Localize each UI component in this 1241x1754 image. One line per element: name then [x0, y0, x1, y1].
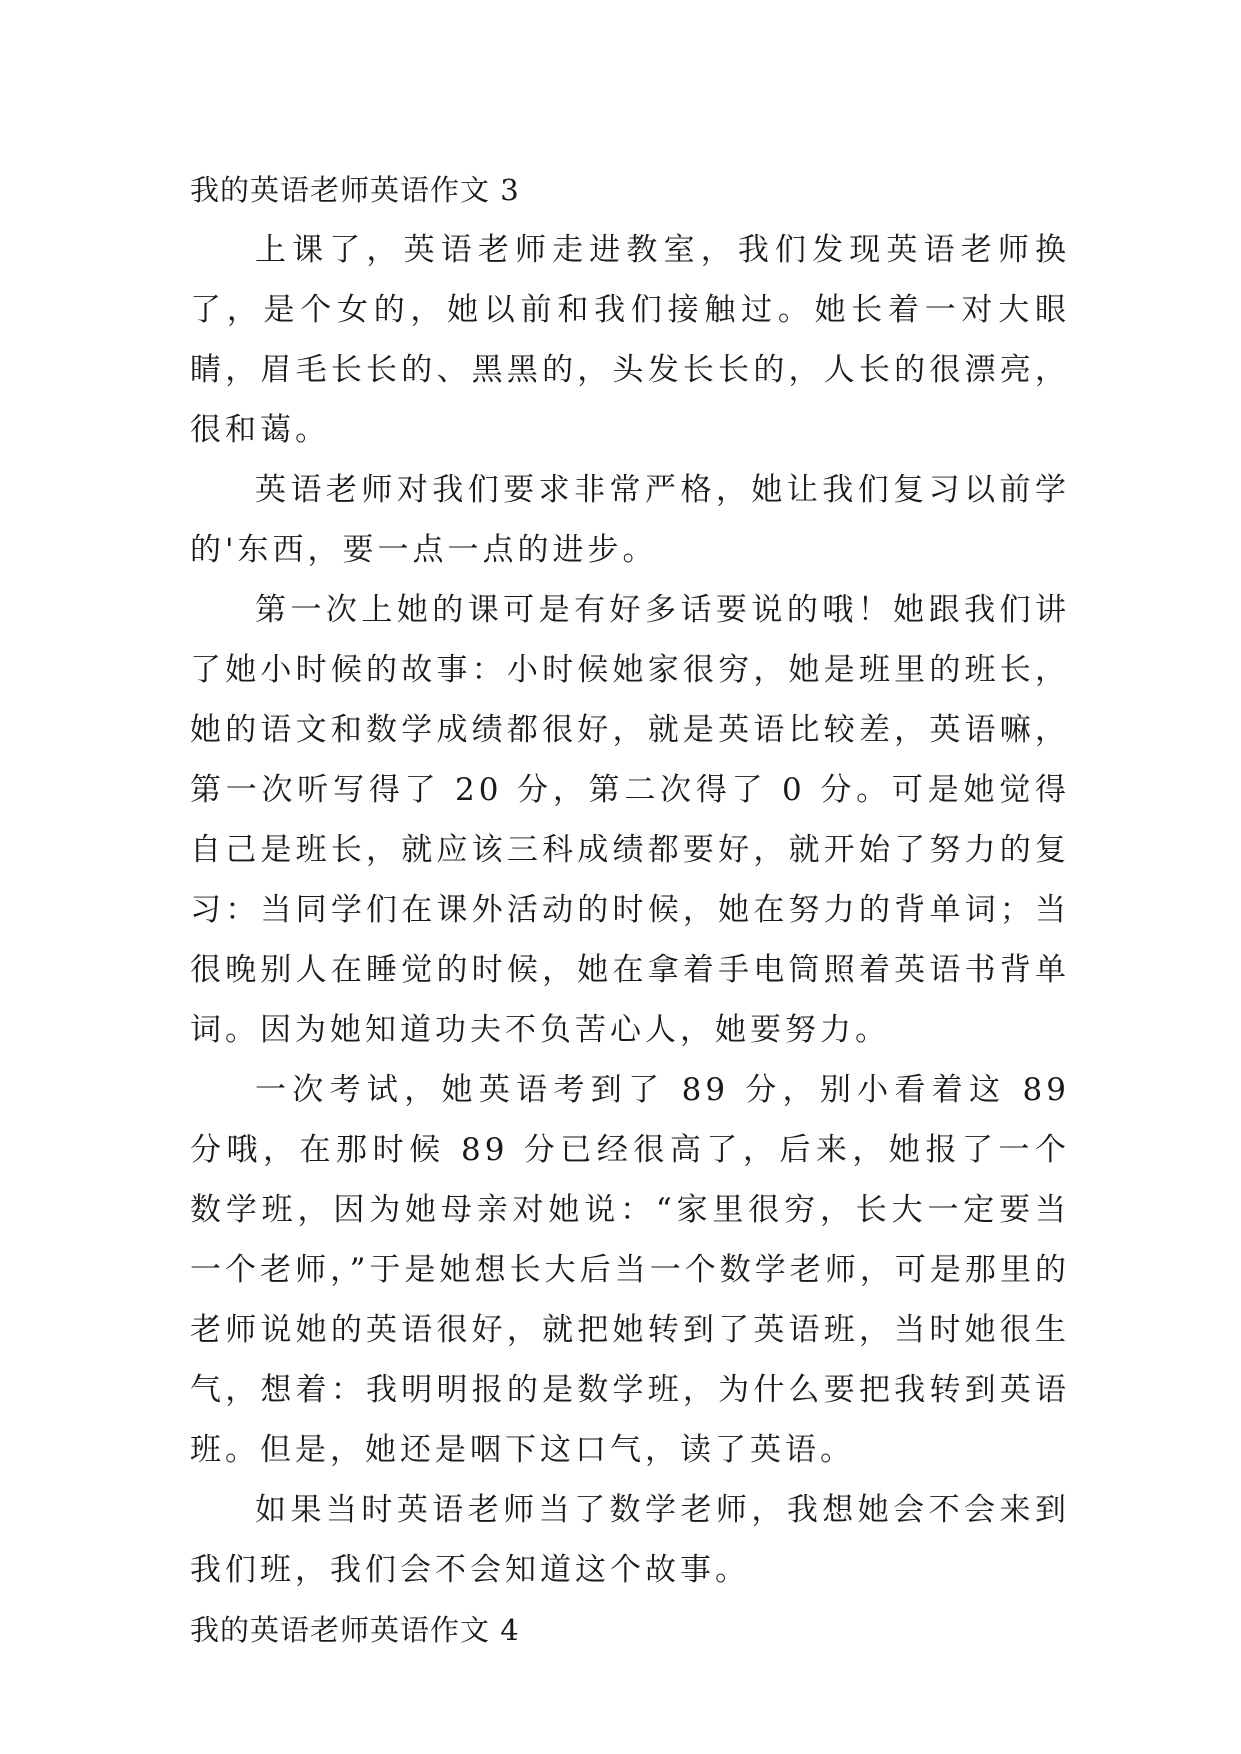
document-page: [190, 160, 1070, 1660]
paragraph-4: 一次考试，她英语考到了 89 分，别小看着这 89 分哦，在那时候 89 分已经很高了，后来，她报了一个数学班，因为她母亲对她说：“家里很穷，长大一定要当一个老师，”于是她想长大后当一个数学老师，可是那里的老师说她的英语很好，就把她转到了英语班，当时她很生气，想着：我明明报的是数学班，为什么要把我转到英语班。但是，她还是咽下这口气，读了英语。: [190, 1072, 1070, 1468]
paragraph-3: 第一次上她的课可是有好多话要说的哦！她跟我们讲了她小时候的故事：小时候她家很穷，她是班里的班长，她的语文和数学成绩都很好，就是英语比较差，英语嘛，第一次听写得了 20 分，第二次得了 0 分。可是她觉得自己是班长，就应该三科成绩都要好，就开始了努力的复习：当同学们在课外活动的时候，她在努力的背单词；当很晚别人在睡觉的时候，她在拿着手电筒照着英语书背单词。因为她知道功夫不负苦心人，她要努力。: [190, 592, 1070, 1048]
paragraph-1: 上课了，英语老师走进教室，我们发现英语老师换了，是个女的，她以前和我们接触过。她长着一对大眼睛，眉毛长长的、黑黑的，头发长长的，人长的很漂亮，很和蔼。: [190, 232, 1070, 448]
paragraph-5: 如果当时英语老师当了数学老师，我想她会不会来到我们班，我们会不会知道这个故事。: [190, 1492, 1070, 1588]
paragraph-2: 英语老师对我们要求非常严格，她让我们复习以前学的'东西，要一点一点的进步。: [190, 472, 1070, 568]
essay-3-title: 我的英语老师英语作文 3: [190, 173, 520, 207]
essay-4-title: 我的英语老师英语作文 4: [190, 1613, 520, 1647]
